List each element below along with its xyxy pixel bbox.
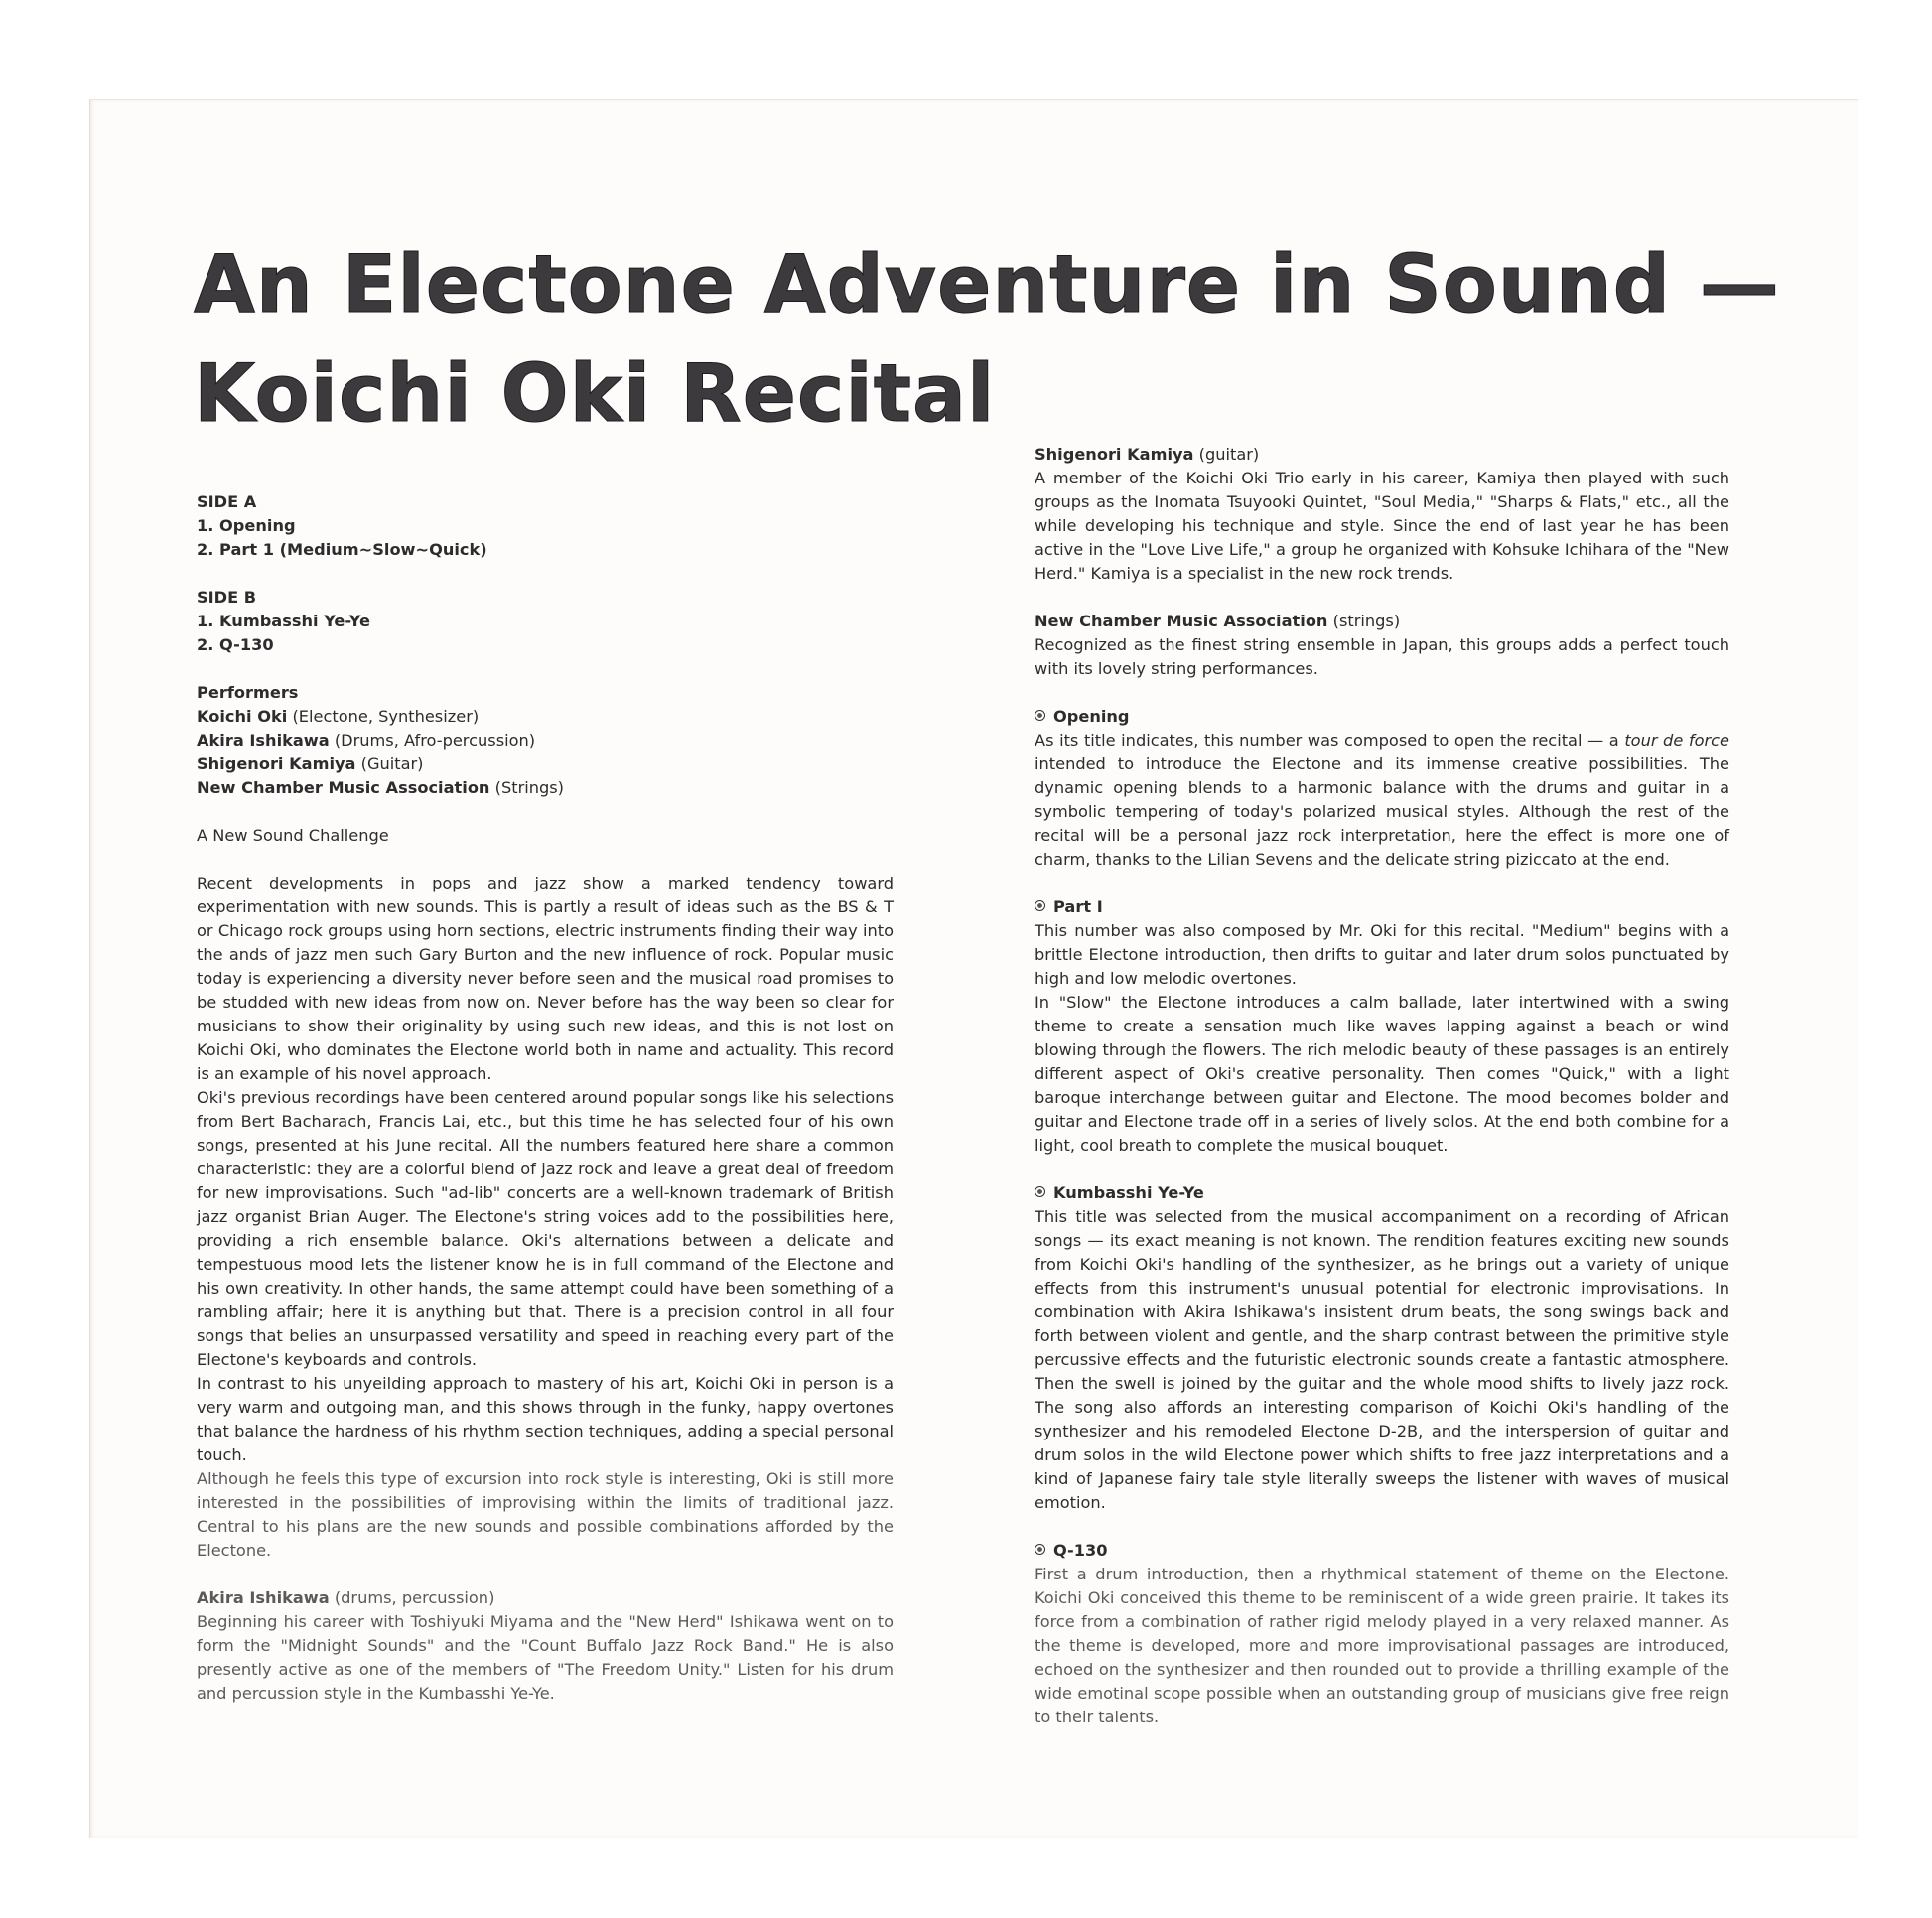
bio-name: Shigenori Kamiya	[1035, 445, 1194, 464]
performer-role: (Strings)	[494, 778, 564, 797]
note-text: First a drum introduction, then a rhythmical statement of theme on the Electone. Koichi Oki conceived this theme to be reminiscent of a wide green prairie. It takes its force from a combination of rather rigid melody played in a very relaxed manner. As the theme is developed, more and more improvisational passages are introduced, echoed on the synthesizer and then rounded out to provide a thrilling example of the wide emotinal scope possible when an outstanding group of musicians give free reign to their talents.	[1035, 1565, 1729, 1726]
bio-ncma	[1035, 610, 1729, 681]
note-text: This title was selected from the musical accompaniment on a recording of African songs — its exact meaning is not known. The rendition features exciting new sounds from Koichi Oki's handling of the synthesizer, as he brings out a variety of unique effects from this instrument's unusual potential for electronic improvisations. In combination with Akira Ishikawa's insistent drum beats, the song swings back and forth between violent and gentle, and the sharp contrast between the primitive style percussive effects and the futuristic electronic sounds create a fantastic atmosphere. Then the swell is joined by the guitar and the whole mood shifts to lively jazz rock. The song also affords an interesting comparison of Koichi Oki's handling of the synthesizer and his remodeled Electone D-2B, and the interspersion of guitar and drum solos in the wild Electone power which shifts to free jazz interpretations and a kind of Japanese fairy tale style literally sweeps the listener with waves of musical emotion.	[1035, 1207, 1729, 1512]
album-title-line-1: An Electone Adventure in Sound —	[194, 238, 1780, 331]
performer-name: New Chamber Music Association	[197, 778, 490, 797]
performer-name: Akira Ishikawa	[197, 731, 330, 750]
note-opening	[1035, 705, 1729, 872]
performers-heading: Performers	[197, 683, 299, 702]
performer-item	[197, 729, 894, 753]
challenge-paragraph-3: In contrast to his unyeilding approach to mastery of his art, Koichi Oki in person is a very warm and outgoing man, and this shows through in the funky, happy overtones that balance the hardness of his rhythm section techniques, adding a special personal touch.	[197, 1374, 894, 1464]
left-column	[197, 490, 894, 1706]
bio-text: Recognized as the finest string ensemble in Japan, this groups adds a perfect touch with its lovely string performances.	[1035, 635, 1729, 678]
note-part1	[1035, 895, 1729, 1158]
note-heading: Part I	[1053, 897, 1103, 916]
bio-kamiya	[1035, 443, 1729, 586]
challenge-paragraph-4: Although he feels this type of excursion into rock style is interesting, Oki is still more interested in the possibilities of improvising within the limits of traditional jazz. Central to his plans are the new sounds and possible combinations afforded by the Electone.	[197, 1469, 894, 1560]
note-text: In "Slow" the Electone introduces a calm ballade, later intertwined with a swing theme to create a sensation much like waves lapping against a beach or wind blowing through the flowers. The rich melodic beauty of these passages is an entirely different aspect of Oki's creative personality. Then comes "Quick," with a light baroque interchange between guitar and Electone. The mood becomes bolder and guitar and Electone trade off in a series of lively solos. At the end both combine for a light, cool breath to complete the musical bouquet.	[1035, 993, 1729, 1155]
performer-role: (Guitar)	[360, 754, 424, 773]
track-list-item: 2. Q-130	[197, 635, 274, 654]
note-text-part: As its title indicates, this number was composed to open the recital — a	[1035, 731, 1625, 750]
album-title	[194, 230, 1780, 449]
performer-role: (Electone, Synthesizer)	[292, 707, 480, 726]
note-heading: Q-130	[1053, 1541, 1108, 1560]
right-column	[1035, 443, 1729, 1729]
bullet-icon	[1035, 1544, 1045, 1555]
bio-role: (strings)	[1332, 612, 1401, 630]
performer-item	[197, 753, 894, 776]
note-heading: Kumbasshi Ye-Ye	[1053, 1183, 1204, 1202]
side-a	[197, 490, 894, 562]
performers	[197, 681, 894, 800]
note-q130	[1035, 1539, 1729, 1729]
challenge-heading: A New Sound Challenge	[197, 826, 389, 845]
side-b	[197, 586, 894, 657]
note-text-part: intended to introduce the Electone and its immense creative possibilities. The dynamic opening blends to a harmonic balance with the drums and guitar in a symbolic tempering of today's polarized musical styles. Although the rest of the recital will be a personal jazz rock interpretation, here the effect is more one of charm, thanks to the Lilian Sevens and the delicate string piziccato at the end.	[1035, 754, 1729, 869]
bio-name: Akira Ishikawa	[197, 1588, 330, 1607]
bio-name: New Chamber Music Association	[1035, 612, 1328, 630]
bullet-icon	[1035, 900, 1045, 911]
performer-role: (Drums, Afro-percussion)	[334, 731, 536, 750]
challenge-paragraph-1: Recent developments in pops and jazz show a marked tendency toward experimentation with new sounds. This is partly a result of ideas such as the BS & T or Chicago rock groups using horn sections, electric instruments finding their way into the ands of jazz men such Gary Burton and the new influence of rock. Popular music today is experiencing a diversity never before seen and the musical road promises to be studded with new ideas from now on. Never before has the way been so clear for musicians to show their originality by using such new ideas, and this is not lost on Koichi Oki, who dominates the Electone world both in name and actuality. This record is an example of his novel approach.	[197, 874, 894, 1083]
bio-role: (guitar)	[1198, 445, 1260, 464]
bio-ishikawa	[197, 1586, 894, 1706]
bullet-icon	[1035, 1186, 1045, 1197]
challenge-paragraph-2: Oki's previous recordings have been centered around popular songs like his selections from Bert Bacharach, Francis Lai, etc., but this time he has selected four of his own songs, presented at his June recital. All the numbers featured here share a common characteristic: they are a colorful blend of jazz rock and leave a great deal of freedom for new improvisations. Such "ad-lib" concerts are a well-known trademark of British jazz organist Brian Auger. The Electone's string voices add to the possibilities here, providing a rich ensemble balance. Oki's alternations between a delicate and tempestuous mood lets the listener know he is in full command of the Electone and his own creativity. In other hands, the same attempt could have been something of a rambling affair; here it is anything but that. There is a precision control in all four songs that belies an unsurpassed versatility and speed in reaching every part of the Electone's keyboards and controls.	[197, 1088, 894, 1369]
side-a-label: SIDE A	[197, 492, 257, 511]
album-title-line-2: Koichi Oki Recital	[194, 347, 996, 440]
note-text	[1035, 729, 1729, 872]
bio-role: (drums, percussion)	[334, 1588, 495, 1607]
track-list-item: 2. Part 1 (Medium~Slow~Quick)	[197, 540, 487, 559]
performer-item	[197, 776, 894, 800]
bullet-icon	[1035, 710, 1045, 721]
side-b-label: SIDE B	[197, 588, 257, 607]
performer-name: Shigenori Kamiya	[197, 754, 356, 773]
performer-name: Koichi Oki	[197, 707, 288, 726]
track-list-item: 1. Opening	[197, 516, 296, 535]
note-text: This number was also composed by Mr. Oki for this recital. "Medium" begins with a brittle Electone introduction, then drifts to guitar and later drum solos punctuated by high and low melodic overtones.	[1035, 921, 1729, 988]
track-list-item: 1. Kumbasshi Ye-Ye	[197, 612, 370, 630]
performer-item	[197, 705, 894, 729]
note-heading: Opening	[1053, 707, 1130, 726]
note-text-italic: tour de force	[1624, 731, 1729, 750]
bio-text: Beginning his career with Toshiyuki Miyama and the "New Herd" Ishikawa went on to form the "Midnight Sounds" and the "Count Buffalo Jazz Rock Band." He is also presently active as one of the members of "The Freedom Unity." Listen for his drum and percussion style in the Kumbasshi Ye-Ye.	[197, 1612, 894, 1703]
bio-text: A member of the Koichi Oki Trio early in his career, Kamiya then played with such groups as the Inomata Tsuyooki Quintet, "Soul Media," "Sharps & Flats," etc., all the while developing his technique and style. Since the end of last year he has been active in the "Love Live Life," a group he organized with Kohsuke Ichihara of the "New Herd." Kamiya is a specialist in the new rock trends.	[1035, 469, 1729, 583]
note-kumbasshi	[1035, 1181, 1729, 1515]
